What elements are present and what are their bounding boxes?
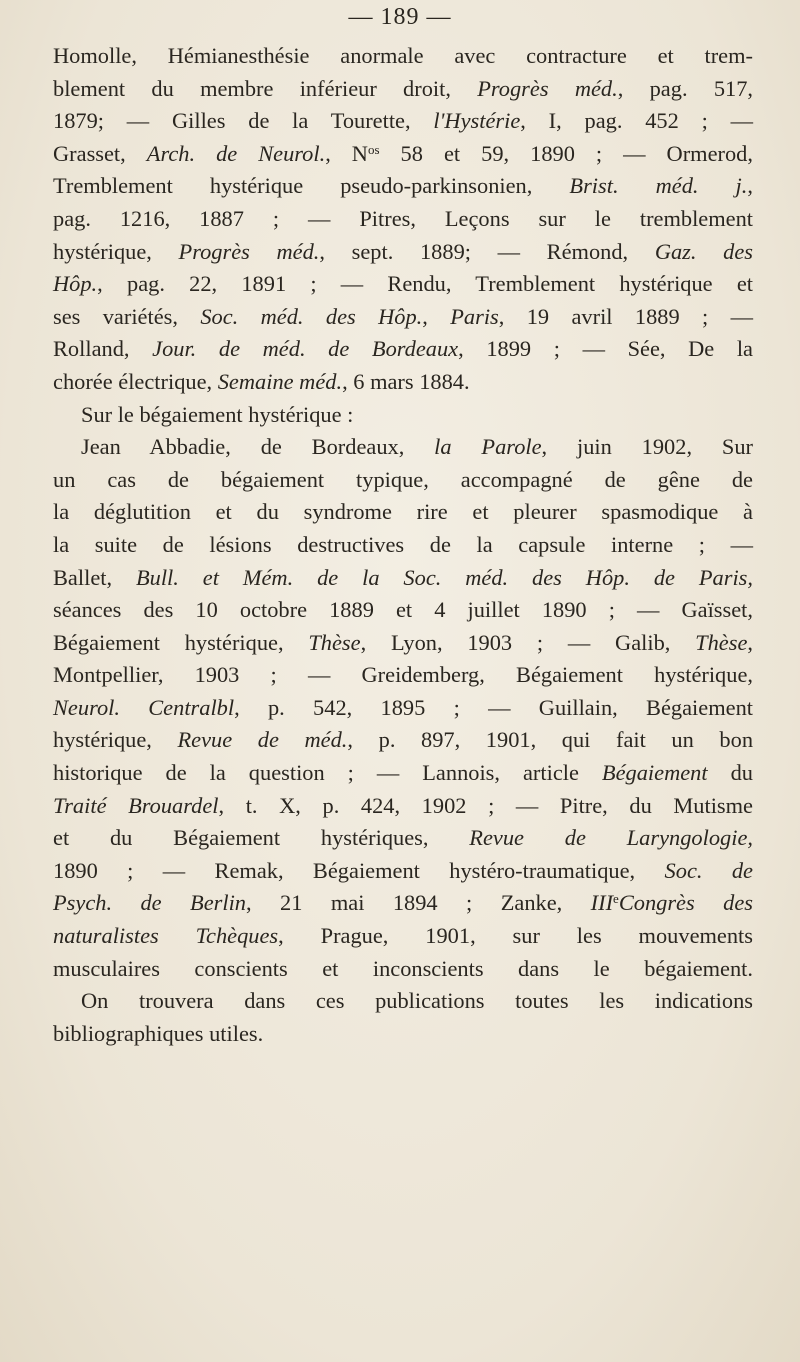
text-segment: hystérique, [53, 727, 178, 753]
text-segment: du [707, 760, 753, 786]
italic-citation: Soc. méd. des Hôp. [200, 303, 423, 329]
text-segment: pag. 1216, 1887 ; — Pitres, Leçons sur le tremblement [53, 205, 753, 231]
text-segment: séances des 10 octobre 1889 et 4 juillet 1890 ; — Gaïsset, [53, 597, 753, 623]
text-line [53, 985, 753, 1018]
text-segment: , pag. 22, 1891 ; — Rendu, Tremblement hystérique et [97, 271, 753, 297]
text-segment: , pag. 517, [617, 75, 753, 101]
text-line [53, 496, 753, 529]
superscript: e [613, 891, 619, 907]
text-segment: blement du membre inférieur droit, [53, 75, 478, 101]
text-line [53, 953, 753, 986]
text-line [53, 464, 753, 497]
text-segment: historique de la question ; — Lannois, article [53, 760, 602, 786]
italic-citation: Brist. méd. j. [569, 173, 748, 199]
text-segment: 58 et 59, 1890 ; — Ormerod, [379, 140, 753, 166]
text-segment: Sur le bégaiement hystérique : [81, 401, 354, 427]
italic-citation: Thèse [695, 629, 748, 655]
italic-citation: Progrès méd. [477, 75, 618, 101]
text-line [53, 203, 753, 236]
italic-citation: Thèse [308, 629, 361, 655]
page-number-header: — 189 — [348, 4, 452, 30]
text-segment: , [747, 173, 753, 199]
text-segment: Grasset, [53, 140, 147, 166]
text-segment: , p. 542, 1895 ; — Guillain, Bégaiement [234, 694, 753, 720]
text-segment: , Lyon, 1903 ; — Galib, [360, 629, 696, 655]
text-segment: hystérique, [53, 238, 179, 264]
text-line [53, 236, 753, 269]
text-line [53, 659, 753, 692]
italic-citation: Paris [450, 303, 499, 329]
text-segment: , 6 mars 1884. [342, 368, 470, 394]
text-line [53, 790, 753, 823]
text-segment: et du Bégaiement hystériques, [53, 825, 470, 851]
text-segment: On trouvera dans ces publications toutes les indications [81, 988, 753, 1014]
italic-citation: Revue de méd. [177, 727, 348, 753]
superscript: os [367, 141, 380, 157]
text-line [53, 562, 753, 595]
italic-citation: Neurol. Centralbl [53, 694, 235, 720]
text-line [53, 594, 753, 627]
text-segment: Homolle, Hémianesthésie anormale avec contracture et trem- [53, 43, 753, 68]
italic-citation: la Parole [434, 434, 542, 460]
italic-citation: l'Hystérie [433, 108, 521, 134]
text-segment: chorée électrique, [53, 368, 218, 394]
text-line [53, 757, 753, 790]
italic-citation: naturalistes Tchèques [53, 923, 279, 949]
text-segment: Jean Abbadie, de Bordeaux, [81, 434, 435, 460]
italic-citation: Revue de Laryngologie, [469, 825, 753, 851]
text-segment: Bégaiement hystérique, [53, 629, 309, 655]
text-segment: , 19 avril 1889 ; — [498, 303, 754, 329]
text-segment: , 1899 ; — Sée, De la [458, 336, 753, 362]
text-segment: 1890 ; — Remak, Bégaiement hystéro-traumatique, [53, 857, 665, 883]
text-line [53, 399, 753, 432]
text-segment: , I, pag. 452 ; — [520, 108, 753, 134]
italic-citation: Psych. de Berlin [53, 890, 247, 916]
text-line [53, 170, 753, 203]
text-line [53, 431, 753, 464]
text-line [53, 301, 753, 334]
italic-citation: Gaz. des [654, 238, 753, 264]
text-segment: , [747, 629, 754, 655]
text-line [53, 855, 753, 888]
text-segment: 1879; — Gilles de la Tourette, [53, 108, 434, 134]
text-segment: bibliographiques utiles. [53, 1020, 264, 1046]
text-line [53, 724, 753, 757]
text-segment: Montpellier, 1903 ; — Greidemberg, Bégaiement hystérique, [53, 662, 753, 688]
text-line [53, 692, 753, 725]
text-segment: la suite de lésions destructives de la capsule interne ; — [53, 531, 753, 557]
text-segment: , Prague, 1901, sur les mouvements [278, 923, 753, 949]
italic-citation: Jour. de méd. de Bordeaux [152, 336, 459, 362]
italic-citation: Arch. de Neurol. [146, 140, 326, 166]
text-segment: Ballet, [53, 564, 136, 590]
text-line [53, 138, 753, 171]
italic-citation: Soc. de [664, 857, 753, 883]
body-text [53, 40, 753, 1050]
text-segment: musculaires conscients et inconscients dans le bégaiement. [53, 955, 753, 981]
text-segment: ses variétés, [53, 303, 201, 329]
text-segment: , [422, 303, 451, 329]
text-segment: , sept. 1889; — Rémond, [319, 238, 655, 264]
text-segment: Rolland, [53, 336, 153, 362]
text-segment: , 21 mai 1894 ; Zanke, [246, 890, 591, 916]
text-line [53, 40, 753, 73]
text-line [53, 333, 753, 366]
text-segment: la déglutition et du syndrome rire et pleurer spasmodique à [53, 499, 753, 525]
text-line [53, 529, 753, 562]
text-segment: , N [325, 140, 368, 166]
text-segment: Tremblement hystérique pseudo-parkinsonien, [53, 173, 570, 199]
text-line [53, 366, 753, 399]
text-line [53, 920, 753, 953]
text-segment: , p. 897, 1901, qui fait un bon [347, 727, 754, 753]
text-line [53, 822, 753, 855]
italic-citation: Progrès méd. [178, 238, 320, 264]
text-line [53, 105, 753, 138]
text-line [53, 1018, 753, 1051]
italic-citation: Hôp. [53, 271, 98, 297]
text-segment: , t. X, p. 424, 1902 ; — Pitre, du Mutisme [218, 792, 753, 818]
italic-citation: Congrès des [618, 890, 753, 916]
italic-citation: III [590, 890, 614, 916]
italic-citation: Bégaiement [601, 760, 708, 786]
text-line [53, 887, 753, 920]
italic-citation: Bull. et Mém. de la Soc. méd. des Hôp. de Paris, [135, 564, 753, 590]
text-segment: un cas de bégaiement typique, accompagné de gêne de [53, 466, 753, 492]
text-segment: , juin 1902, Sur [541, 434, 753, 460]
text-line [53, 73, 753, 106]
text-line [53, 627, 753, 660]
text-line [53, 268, 753, 301]
italic-citation: Semaine méd. [217, 368, 343, 394]
italic-citation: Traité Brouardel [53, 792, 219, 818]
